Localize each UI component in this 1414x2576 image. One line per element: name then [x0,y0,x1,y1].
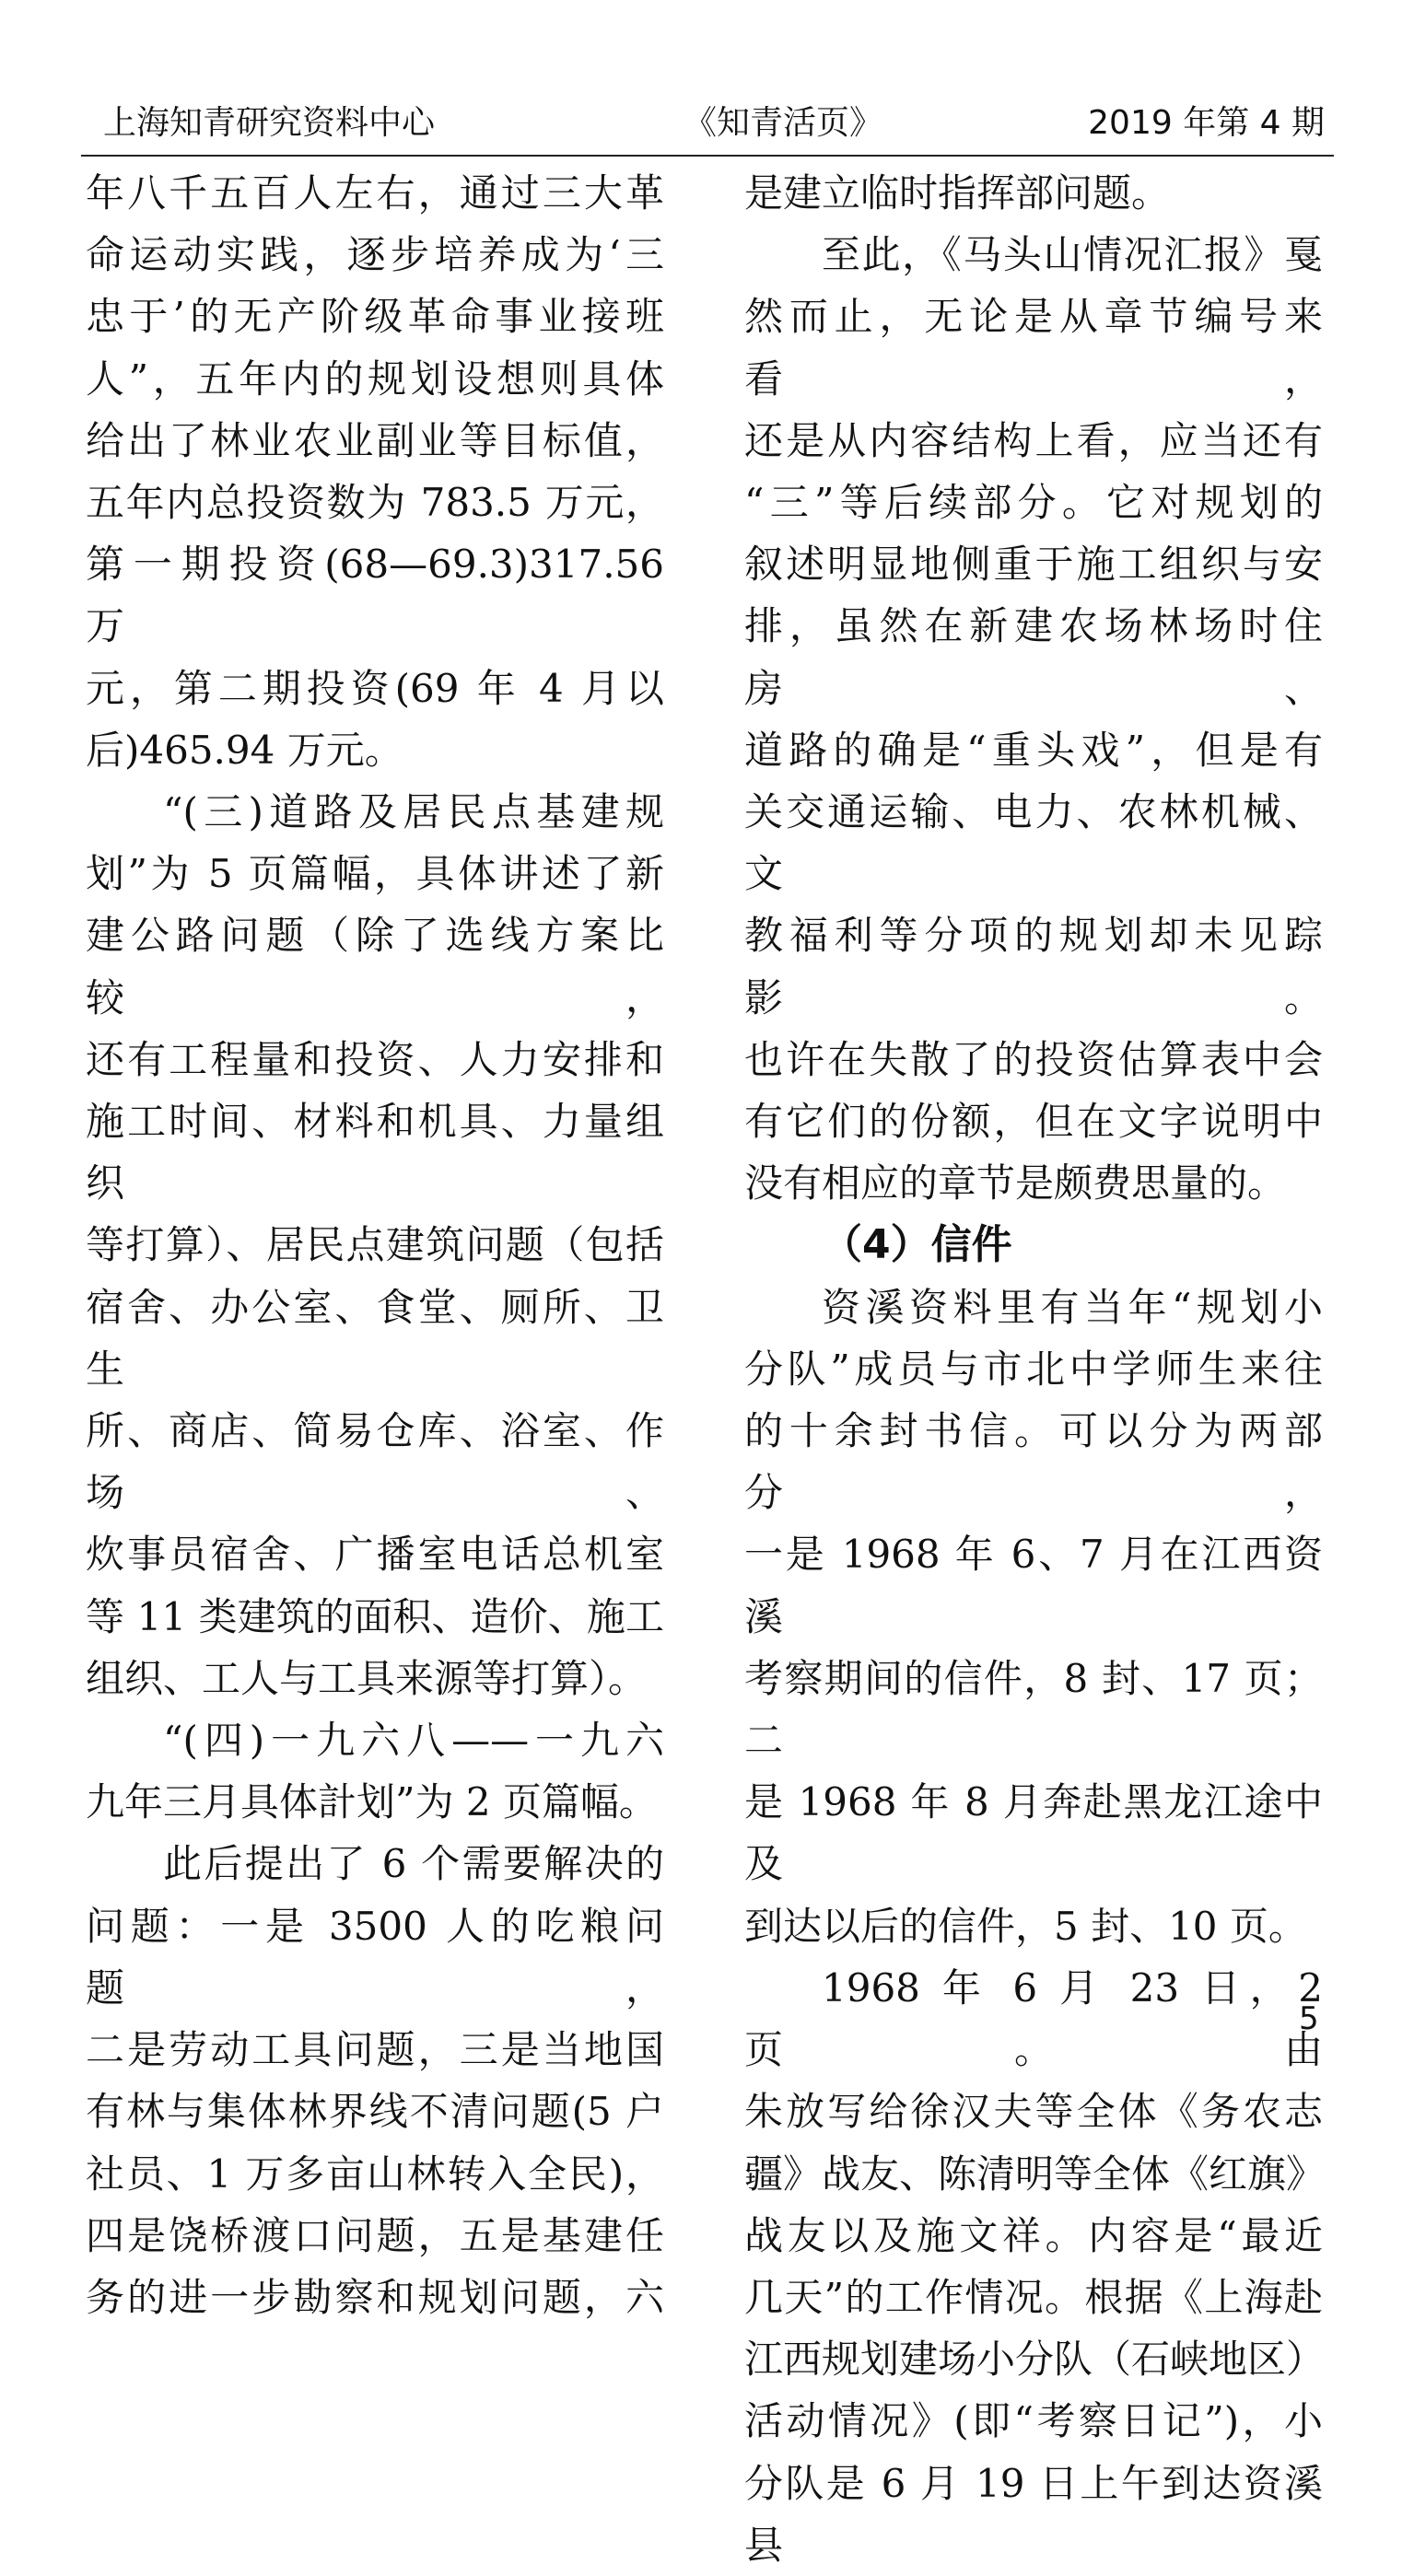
text-line: 分队”成员与市北中学师生来往 [744,1346,1323,1392]
text-line: 第一期投资(68—69.3)317.56 万 [86,542,664,649]
text-line: 至此，《马头山情况汇报》戛 [822,232,1323,278]
paragraph [86,162,664,781]
text-line: 的十余封书信。可以分为两部分， [744,1408,1323,1516]
text-line: 命运动实践，逐步培养成为‘三 [86,232,664,278]
running-header [103,98,1325,149]
paragraph [86,1833,664,2328]
text-line: 资溪资料里有当年“规划小 [822,1284,1323,1330]
right-column [744,162,1326,2576]
page-number: 5 [1299,2000,1319,2037]
text-line: “(三)道路及居民点基建规 [163,789,664,835]
header-divider [81,155,1334,157]
text-line: 社员、1 万多亩山林转入全民)， [86,2151,664,2197]
text-line: 没有相应的章节是颇费思量的。 [744,1160,1287,1206]
text-line: 建公路问题（除了选线方案比较， [86,913,664,1020]
paragraph [744,162,1323,224]
header-issue: 2019 年第 4 期 [1088,104,1325,142]
text-line: 几天”的工作情况。根据《上海赴 [744,2274,1323,2320]
text-line: 人”，五年内的规划设想则具体 [86,356,664,402]
text-line: 江西规划建场小分队（石峡地区） [744,2337,1326,2383]
text-line: 是 1968 年 8 月奔赴黑龙江途中及 [744,1779,1323,1887]
text-line: 施工时间、材料和机具、力量组织 [86,1099,664,1206]
paragraph [86,1709,664,1833]
text-line: 务的进一步勘察和规划问题，六 [86,2274,664,2320]
text-line: 宿舍、办公室、食堂、厕所、卫生 [86,1284,664,1392]
paragraph [744,1957,1326,2576]
text-line: 分队是 6 月 19 日上午到达资溪县 [744,2460,1323,2568]
text-line: “(四)一九六八——一九六 [163,1718,664,1764]
text-line: 问题：一是 3500 人的吃粮问题， [86,1903,664,2011]
text-line: 后)465.94 万元。 [86,727,403,773]
text-line: 二是劳动工具问题，三是当地国 [86,2027,664,2073]
text-line: 忠于’的无产阶级革命事业接班 [86,294,664,340]
text-line: 然而止，无论是从章节编号来看， [744,294,1323,402]
text-line: 还是从内容结构上看，应当还有 [744,417,1323,463]
text-line: 五年内总投资数为 783.5 万元， [86,480,664,526]
text-line: 叙述明显地侧重于施工组织与安 [744,542,1323,588]
text-line: 有它们的份额，但在文字说明中 [744,1099,1323,1145]
text-line: 有林与集体林界线不清问题(5 户 [86,2089,664,2135]
text-line: 组织、工人与工具来源等打算）。 [86,1655,648,1701]
text-line: 划”为 5 页篇幅，具体讲述了新 [86,851,664,897]
text-line: 战友以及施文祥。内容是“最近 [744,2212,1323,2258]
text-line: 此后提出了 6 个需要解决的 [163,1841,664,1887]
header-publisher: 上海知青研究资料中心 [103,104,436,142]
text-line: 排，虽然在新建农场林场时住房、 [744,603,1323,711]
text-line: 教福利等分项的规划却未见踪影。 [744,913,1323,1020]
text-line: 一是 1968 年 6、7 月在江西资溪 [744,1532,1323,1639]
text-line: 考察期间的信件，8 封、17 页；二 [744,1655,1323,1764]
text-line: 1968 年 6 月 23 日，2 页。由 [744,1964,1323,2073]
paragraph [86,781,664,1709]
text-line: 等 11 类建筑的面积、造价、施工 [86,1593,664,1639]
text-line: 还有工程量和投资、人力安排和 [86,1036,664,1082]
paragraph [744,224,1323,1214]
section-subheading: （4）信件 [822,1221,1012,1269]
text-line: 活动情况》(即“考察日记”)，小 [744,2398,1323,2444]
text-line: 到达以后的信件，5 封、10 页。 [744,1903,1307,1949]
text-line: 给出了林业农业副业等目标值， [86,417,664,463]
text-line: 元，第二期投资(69 年 4 月以 [86,665,664,711]
text-line: 所、商店、简易仓库、浴室、作场、 [86,1408,664,1516]
text-line: 年八千五百人左右，通过三大革 [86,170,664,216]
text-line: 九年三月具体計划”为 2 页篇幅。 [86,1779,658,1825]
text-line: 炊事员宿舍、广播室电话总机室 [86,1532,664,1578]
text-line: 疆》战友、陈清明等全体《红旗》 [744,2151,1326,2197]
text-line: 关交通运输、电力、农林机械、文 [744,789,1323,897]
header-journal-title: 《知青活页》 [684,104,883,142]
paragraph [744,1276,1323,1957]
text-line: 等打算）、居民点建筑问题（包括 [86,1222,664,1268]
text-line: 是建立临时指挥部问题。 [744,170,1171,216]
text-line: 四是饶桥渡口问题，五是基建任 [86,2212,664,2258]
text-line: 道路的确是“重头戏”，但是有 [744,727,1323,773]
text-line: 也许在失散了的投资估算表中会 [744,1036,1323,1082]
text-line: “三”等后续部分。它对规划的 [744,480,1323,526]
left-column [86,162,664,2328]
text-line: 朱放写给徐汉夫等全体《务农志 [744,2089,1323,2135]
